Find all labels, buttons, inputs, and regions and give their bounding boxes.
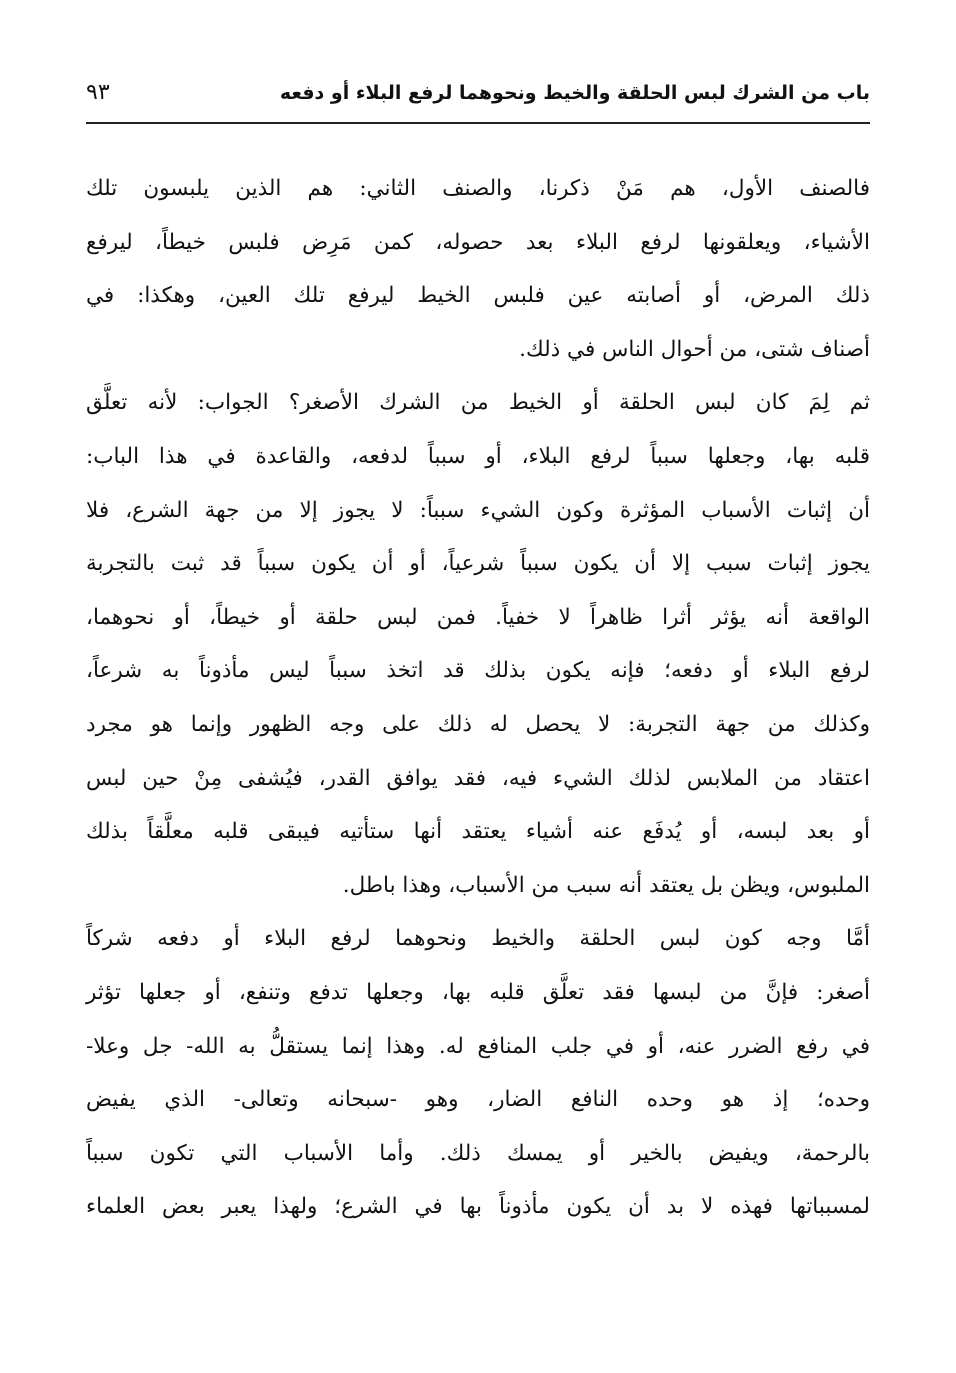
text-line: ثم لِمَ كان لبس الحلقة أو الخيط من الشرك الأصغر؟ الجواب: لأنه تعلَّق	[86, 390, 870, 416]
body-text	[86, 162, 870, 1234]
text-line: وكذلك من جهة التجربة: لا يحصل له ذلك على وجه الظهور وإنما هو مجرد	[86, 711, 870, 737]
text-line: فالصنف الأول، هم مَنْ ذكرنا، والصنف الثاني: هم الذين يلبسون تلك	[86, 176, 870, 201]
text-line: ذلك المرض، أو أصابته عين فلبس الخيط ليرفع تلك العين، وهكذا: في	[86, 283, 870, 309]
paragraph-3	[86, 912, 870, 1234]
text-line: أن إثبات الأسباب المؤثرة وكون الشيء سبباً: لا يجوز إلا من جهة الشرع، فلا	[86, 497, 870, 523]
text-line: أصناف شتى، من أحوال الناس في ذلك.	[519, 336, 870, 362]
text-line: لمسبباتها فهذه لا بد أن يكون مأذوناً بها في الشرع؛ ولهذا يعبر بعض العلماء	[86, 1194, 870, 1220]
text-line: قلبه بها، وجعلها سبباً لرفع البلاء، أو سبباً لدفعه، والقاعدة في هذا الباب:	[86, 443, 870, 469]
text-line: أصغر: فإنَّ من لبسها فقد تعلَّق قلبه بها، وجعلها تدفع وتنفع، أو جعلها تؤثر	[86, 979, 870, 1005]
text-line: لرفع البلاء أو دفعه؛ فإنه يكون بذلك قد اتخذ سبباً ليس مأذوناً به شرعاً،	[86, 658, 870, 684]
text-line: يجوز إثبات سبب إلا أن يكون سبباً شرعياً، أو أن يكون سبباً قد ثبت بالتجربة	[86, 551, 870, 577]
text-line: أو بعد لبسه، أو يُدفَع عنه أشياء يعتقد أنها ستأتيه فيبقى قلبه معلَّقاً بذلك	[86, 819, 870, 845]
header-rule	[86, 122, 870, 124]
text-line: أمَّا وجه كون لبس الحلقة والخيط ونحوهما لرفع البلاء أو دفعه شركاً	[86, 926, 870, 952]
page-number: ٩٣	[86, 80, 110, 105]
paragraph-2	[86, 376, 870, 912]
text-line: بالرحمة، ويفيض بالخير أو يمسك ذلك. وأما الأسباب التي تكون سبباً	[86, 1140, 870, 1166]
text-line: في رفع الضرر عنه، أو في جلب المنافع له. وهذا إنما يستقلُّ به الله- جل وعلا-	[86, 1033, 870, 1059]
text-line: وحده؛ إذ هو وحده النافع الضار، وهو -سبحانه وتعالى- الذي يفيض	[86, 1087, 870, 1113]
text-line: الواقعة أنه يؤثر أثرا ظاهراً لا خفياً. فمن لبس حلقة أو خيطاً، أو نحوهما،	[86, 604, 871, 630]
text-line: الملبوس، ويظن بل يعتقد أنه سبب من الأسباب، وهذا باطل.	[342, 872, 870, 898]
page-header	[86, 72, 870, 120]
text-line: الأشياء، ويعلقونها لرفع البلاء بعد حصوله، كمن مَرِض فلبس خيطاً، ليرفع	[86, 229, 870, 255]
chapter-title: باب من الشرك لبس الحلقة والخيط ونحوهما لرفع البلاء أو دفعه	[279, 82, 870, 104]
paragraph-1	[86, 162, 870, 376]
text-line: اعتقاد من الملابس لذلك الشيء فيه، فقد يوافق القدر، فيُشفى مِنْ حين لبس	[86, 765, 870, 791]
